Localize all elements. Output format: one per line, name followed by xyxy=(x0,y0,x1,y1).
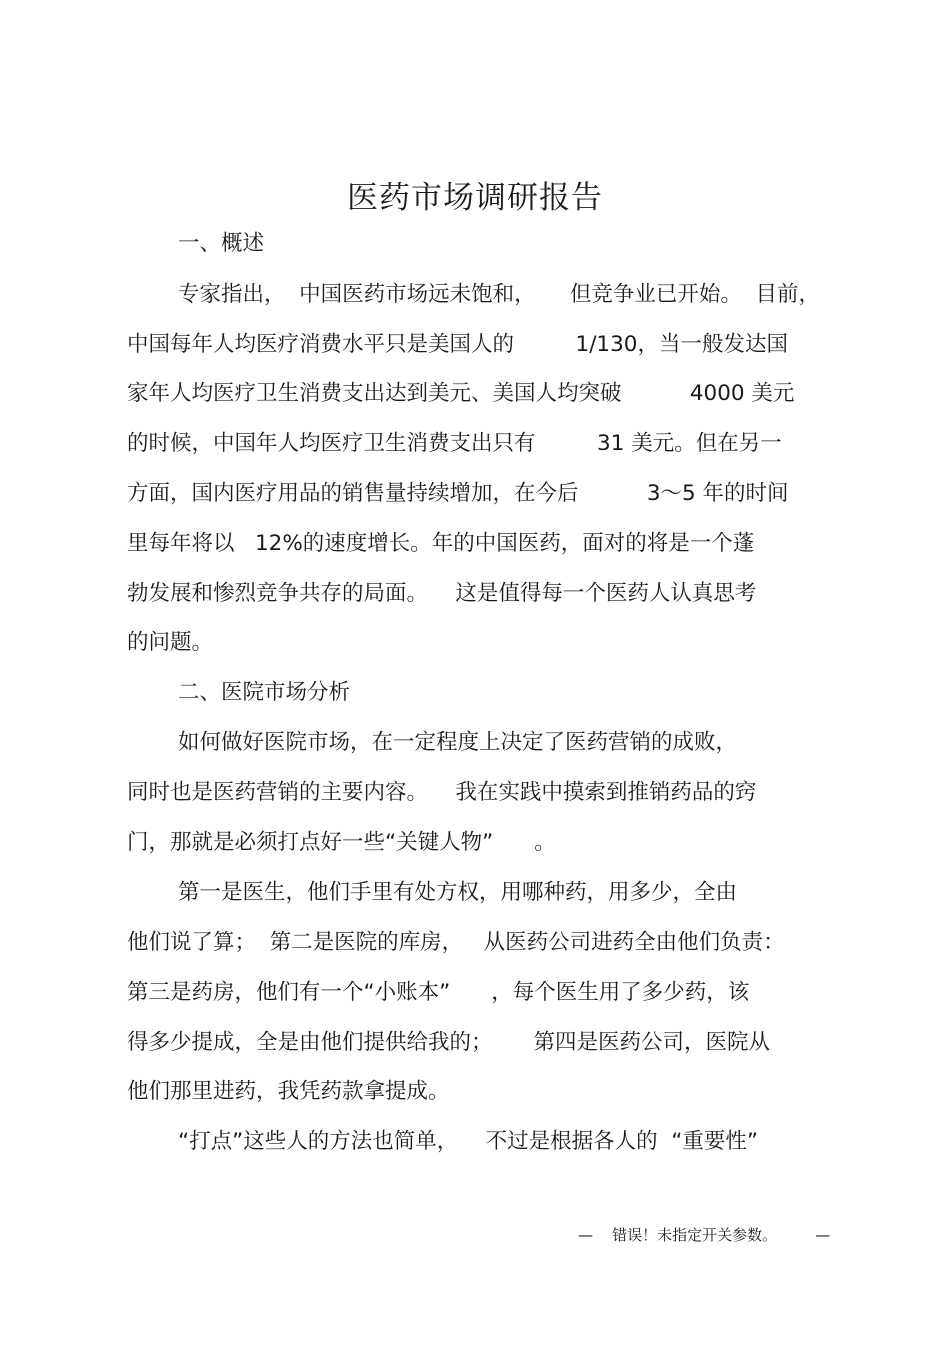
paragraph-line: 勃发展和惨烈竞争共存的局面。 这是值得每一个医药人认真思考 xyxy=(127,581,757,606)
paragraph-line: 第三是药房，他们有一个“小账本” ，每个医生用了多少药，该 xyxy=(127,980,750,1005)
paragraph-line: 第一是医生，他们手里有处方权，用哪种药，用多少，全由 xyxy=(178,880,738,905)
paragraph-line: “打点”这些人的方法也简单， 不过是根据各人的 “重要性” xyxy=(178,1129,759,1154)
paragraph-line: 方面，国内医疗用品的销售量持续增加，在今后 3～5 年的时间 xyxy=(127,481,789,506)
paragraph-line: 同时也是医药营销的主要内容。 我在实践中摸索到推销药品的窍 xyxy=(127,780,757,805)
paragraph-line: 他们说了算； 第二是医院的库房， 从医药公司进药全由他们负责： xyxy=(127,930,785,955)
paragraph-line: 如何做好医院市场，在一定程度上决定了医药营销的成败， xyxy=(178,730,738,755)
paragraph-line: 的问题。 xyxy=(127,630,214,655)
paragraph-line: 中国每年人均医疗消费水平只是美国人的 1/130，当一般发达国 xyxy=(127,332,788,357)
paragraph-line: 的时候，中国年人均医疗卫生消费支出只有 31 美元。但在另一 xyxy=(127,431,782,456)
section-heading-overview: 一、概述 xyxy=(178,231,265,256)
paragraph-line: 门，那就是必须打点好一些“关键人物” 。 xyxy=(127,830,556,855)
paragraph-line: 专家指出， 中国医药市场远未饱和， 但竞争业已开始。 目前， xyxy=(178,282,821,307)
paragraph-line: 得多少提成，全是由他们提供给我的； 第四是医药公司，医院从 xyxy=(127,1030,771,1055)
section-heading-hospital-market: 二、医院市场分析 xyxy=(178,680,351,705)
paragraph-line: 他们那里进药，我凭药款拿提成。 xyxy=(127,1079,450,1104)
page-footer: — 错误！未指定开关参数。 — xyxy=(578,1226,831,1244)
document-title: 医药市场调研报告 xyxy=(347,180,603,216)
paragraph-line: 家年人均医疗卫生消费支出达到美元、美国人均突破 4000 美元 xyxy=(127,381,795,406)
paragraph-line: 里每年将以 12%的速度增长。年的中国医药，面对的将是一个蓬 xyxy=(127,531,755,556)
